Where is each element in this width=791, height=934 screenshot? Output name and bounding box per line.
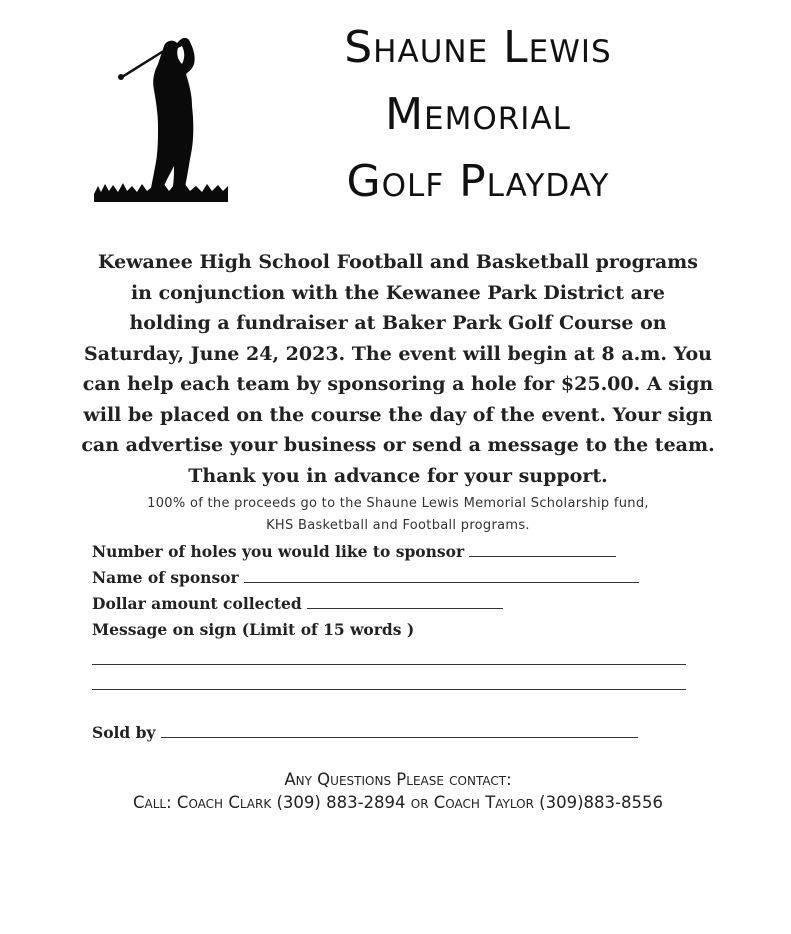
amount-label: Dollar amount collected (92, 594, 302, 613)
message-line-1[interactable] (92, 664, 686, 665)
description-line: will be placed on the course the day of the event. Your sign (83, 403, 713, 426)
amount-row (92, 591, 712, 617)
description-line: in conjunction with the Kewanee Park District are (130, 281, 666, 304)
message-label: Message on sign (Limit of 15 words ) (92, 620, 415, 639)
title-line-1: Shaune Lewis (344, 22, 612, 73)
sold-by-label: Sold by (92, 723, 156, 742)
description-line: can advertise your business or send a message to the team. (81, 434, 715, 456)
sponsor-row (92, 565, 712, 591)
proceeds-note (60, 493, 736, 537)
amount-field[interactable] (307, 594, 503, 609)
description-line: holding a fundraiser at Baker Park Golf Course on (129, 312, 667, 334)
golfer-silhouette-image (92, 34, 230, 202)
holes-row (92, 539, 712, 565)
sponsor-label: Name of sponsor (92, 568, 239, 587)
contact-heading: Any Questions Please contact: (284, 770, 512, 789)
description-line: can help each team by sponsoring a hole for $25.00. A sign (82, 373, 714, 395)
sponsor-name-field[interactable] (244, 568, 639, 583)
title-line-3: Golf Playday (346, 156, 610, 207)
sponsor-form (92, 539, 712, 643)
holes-label: Number of holes you would like to sponsor (92, 542, 465, 561)
title-line-2: Memorial (385, 89, 571, 140)
contact-info (60, 768, 736, 814)
contact-phones: Call: Coach Clark (309) 883-2894 or Coach Taylor (309)883-8556 (133, 793, 663, 812)
description-line: Saturday, June 24, 2023. The event will begin at 8 a.m. You (84, 342, 712, 365)
description-line: Thank you in advance for your support. (188, 464, 608, 487)
event-title (270, 14, 686, 215)
note-line: KHS Basketball and Football programs. (266, 518, 530, 533)
description-line: Kewanee High School Football and Basketball programs (98, 251, 698, 273)
sold-by-row (92, 720, 638, 746)
sold-by-field[interactable] (161, 723, 638, 738)
message-row (92, 617, 712, 643)
holes-field[interactable] (469, 542, 616, 557)
note-line: 100% of the proceeds go to the Shaune Lewis Memorial Scholarship fund, (147, 496, 649, 511)
message-line-2[interactable] (92, 689, 686, 690)
event-description (60, 247, 736, 491)
